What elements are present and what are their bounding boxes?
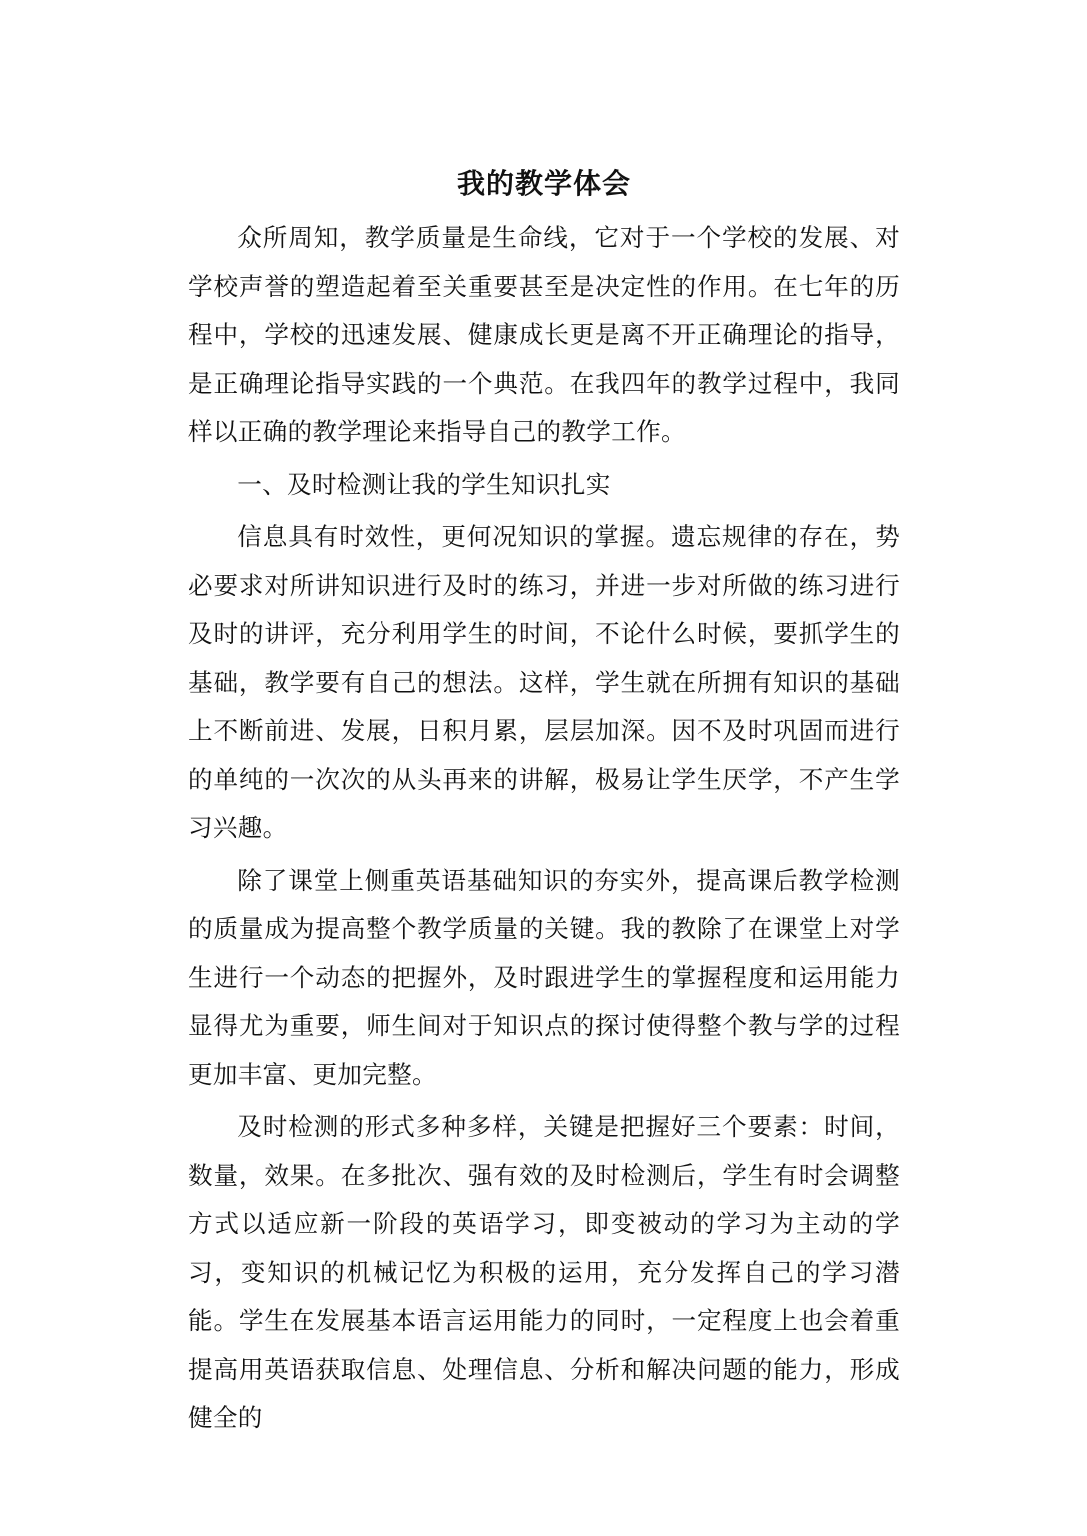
paragraph-timeliness: 信息具有时效性，更何况知识的掌握。遗忘规律的存在，势必要求对所讲知识进行及时的练习，并进一步对所做的练习进行及时的讲评，充分利用学生的时间，不论什么时候，要抓学生的基础，教学要有自己的想法。这样，学生就在所拥有知识的基础上不断前进、发展，日积月累，层层加深。因不及时巩固而进行的单纯的一次次的从头再来的讲解，极易让学生厌学，不产生学习兴趣。 <box>188 522 900 842</box>
section-heading-1: 一、及时检测让我的学生知识扎实 <box>237 469 611 499</box>
document-page <box>188 160 900 1447</box>
paragraph-testing-forms: 及时检测的形式多种多样，关键是把握好三个要素：时间，数量，效果。在多批次、强有效的及时检测后，学生有时会调整方式以适应新一阶段的英语学习，即变被动的学习为主动的学习，变知识的机械记忆为积极的运用，充分发挥自己的学习潜能。学生在发展基本语言运用能力的同时，一定程度上也会着重提高用英语获取信息、处理信息、分析和解决问题的能力，形成健全的 <box>188 1112 900 1432</box>
document-title: 我的教学体会 <box>456 167 631 200</box>
paragraph-after-class-testing: 除了课堂上侧重英语基础知识的夯实外，提高课后教学检测的质量成为提高整个教学质量的关键。我的教除了在课堂上对学生进行一个动态的把握外，及时跟进学生的掌握程度和运用能力显得尤为重要，师生间对于知识点的探讨使得整个教与学的过程更加丰富、更加完整。 <box>188 865 900 1089</box>
paragraph-intro: 众所周知，教学质量是生命线，它对于一个学校的发展、对学校声誉的塑造起着至关重要甚至是决定性的作用。在七年的历程中，学校的迅速发展、健康成长更是离不开正确理论的指导，是正确理论指导实践的一个典范。在我四年的教学过程中，我同样以正确的教学理论来指导自己的教学工作。 <box>188 223 900 446</box>
